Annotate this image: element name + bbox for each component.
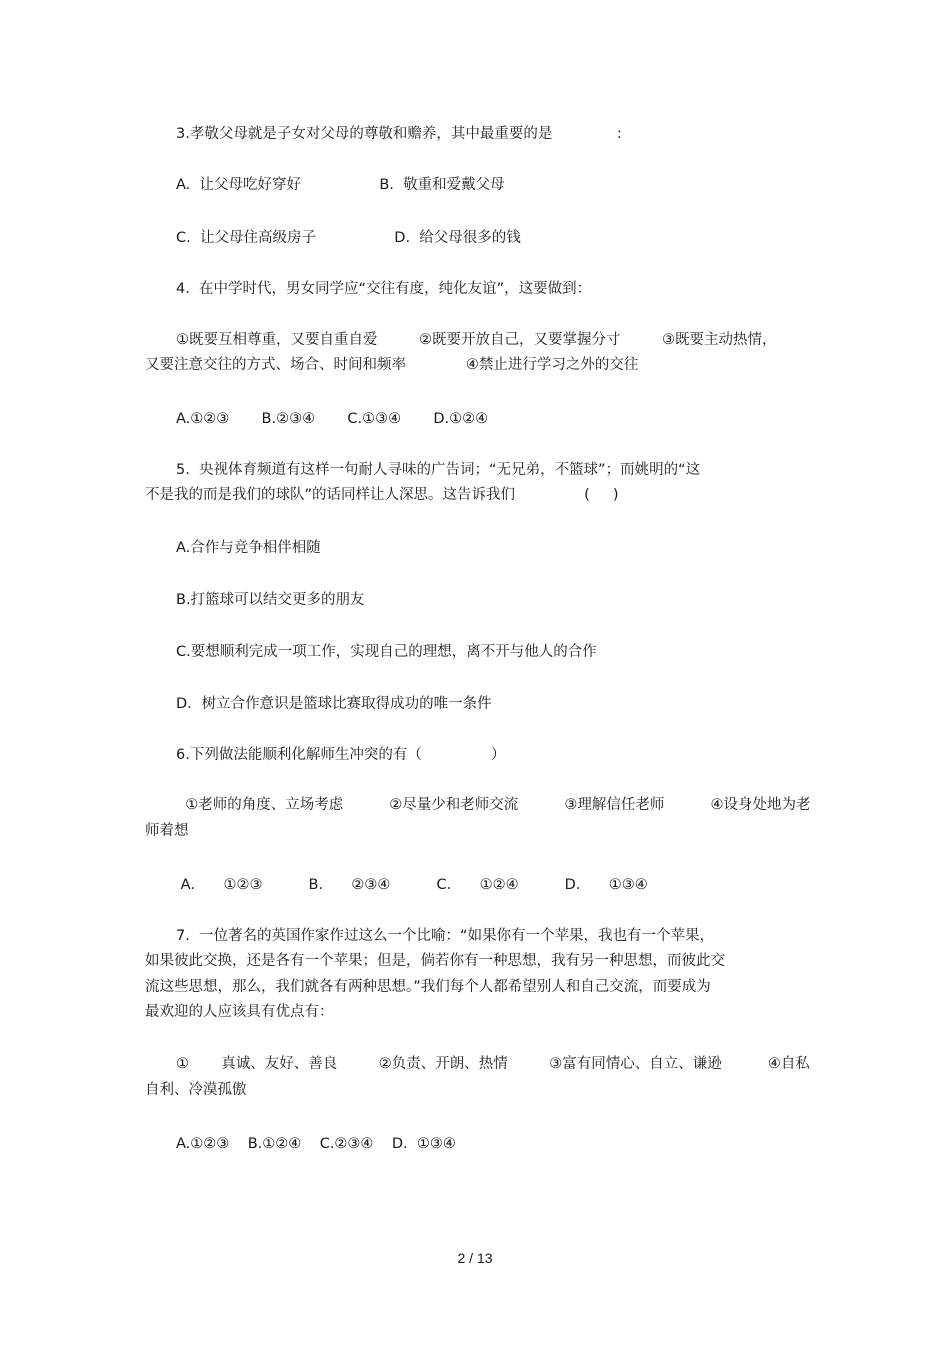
q7-statements-line2: 自利、冷漠孤傲 (145, 1082, 247, 1098)
q7-options: A.①②③ B.①②④ C.②③④ D. ①③④ (176, 1136, 456, 1152)
q3-options-row1: A. 让父母吃好穿好 B. 敬重和爱戴父母 (176, 177, 505, 193)
q6-options: A． ①②③ B． ②③④ C． ①②④ D． ①③④ (176, 877, 648, 893)
q7-stem-line4: 最欢迎的人应该具有优点有： (145, 1004, 334, 1020)
q4-statements-line1: ①既要互相尊重，又要自重自爱 ②既要开放自己，又要掌握分寸 ③既要主动热情， (176, 332, 777, 348)
page-number: 2 / 13 (457, 1250, 493, 1266)
q4-statements-line2: 又要注意交往的方式、场合、时间和频率 ④禁止进行学习之外的交往 (145, 357, 639, 373)
q5-option-b: B.打篮球可以结交更多的朋友 (176, 592, 365, 608)
q7-stem-line1: 7. 一位著名的英国作家作过这么一个比喻：“如果你有一个苹果，我也有一个苹果， (176, 928, 715, 944)
q4-stem: 4. 在中学时代，男女同学应“交往有度，纯化友谊”，这要做到： (176, 281, 592, 297)
q6-statements-line1: ①老师的角度、立场考虑 ②尽量少和老师交流 ③理解信任老师 ④设身处地为老 (176, 797, 811, 813)
q7-statements-line1: ① 真诚、友好、善良 ②负责、开朗、热情 ③富有同情心、自立、谦逊 ④自私 (176, 1056, 810, 1072)
q3-stem: 3.孝敬父母就是子女对父母的尊敬和赡养，其中最重要的是 : (176, 126, 622, 142)
q7-stem-line2: 如果彼此交换，还是各有一个苹果；但是，倘若你有一种思想，我有另一种思想，而彼此交 (145, 953, 725, 969)
q4-options: A.①②③ B.②③④ C.①③④ D.①②④ (176, 411, 489, 427)
q3-options-row2: C. 让父母住高级房子 D. 给父母很多的钱 (176, 230, 521, 246)
q6-stem: 6.下列做法能顺利化解师生冲突的有（ ） (176, 747, 506, 763)
q6-statements-line2: 师着想 (145, 823, 189, 839)
q5-stem-line2: 不是我的而是我们的球队”的话同样让人深思。这告诉我们 ( ) (145, 487, 619, 503)
q5-option-d: D．树立合作意识是篮球比赛取得成功的唯一条件 (176, 696, 492, 712)
q5-stem-line1: 5. 央视体育频道有这样一句耐人寻味的广告词；“无兄弟，不篮球”；而姚明的“这 (176, 462, 701, 478)
q7-stem-line3: 流这些思想，那么，我们就各有两种思想。”我们每个人都希望别人和自己交流，而要成为 (145, 979, 711, 995)
q5-option-c: C.要想顺利完成一项工作，实现自己的理想，离不开与他人的合作 (176, 644, 597, 660)
q5-option-a: A.合作与竞争相伴相随 (176, 540, 321, 556)
